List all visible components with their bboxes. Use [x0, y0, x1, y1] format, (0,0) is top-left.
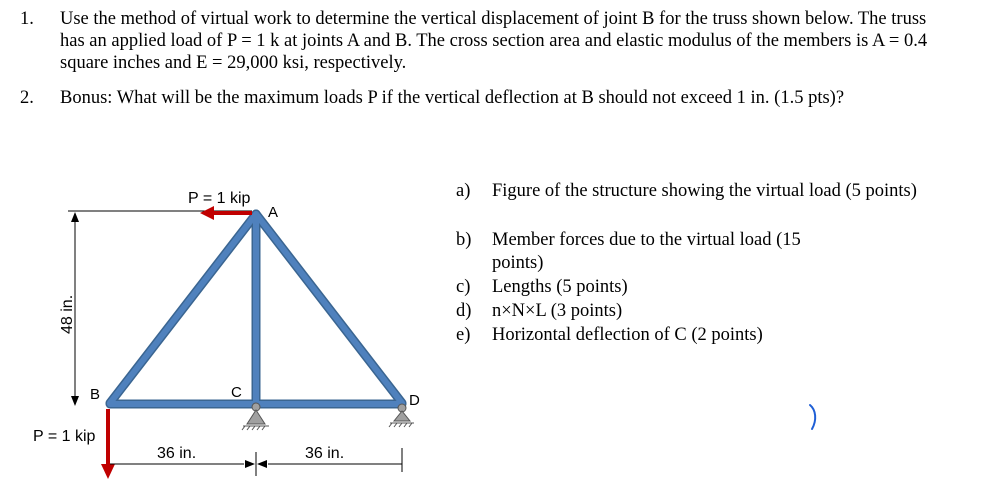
member-ab-fill — [110, 214, 256, 403]
part-label: d) — [456, 301, 472, 321]
joint-label-d: D — [409, 392, 420, 409]
part-text: Lengths (5 points) — [492, 277, 628, 297]
joint-label-a: A — [268, 204, 279, 221]
question-number: 2. — [20, 88, 34, 108]
joint-label-b: B — [90, 386, 101, 403]
dimension-arrow-up — [71, 212, 79, 222]
pen-mark — [804, 402, 824, 437]
load-label-bottom: P = 1 kip — [33, 428, 96, 445]
dimension-arrow-down — [71, 396, 79, 406]
part-text: Figure of the structure showing the virtual load (5 points) — [492, 181, 917, 201]
height-label: 48 in. — [59, 294, 76, 334]
part-text: Horizontal deflection of C (2 points) — [492, 325, 763, 345]
part-text: Member forces due to the virtual load (15 points) — [492, 230, 801, 273]
part-label: c) — [456, 277, 471, 297]
load-arrow-b — [101, 409, 115, 479]
part-label: b) — [456, 230, 472, 250]
dim-label-right: 36 in. — [305, 445, 345, 462]
joint-label-c: C — [231, 384, 242, 401]
member-ad-fill — [256, 214, 402, 403]
load-arrow-a — [200, 206, 252, 220]
dim-label-left: 36 in. — [157, 445, 197, 462]
load-label-top: P = 1 kip — [188, 190, 251, 207]
question-text: Use the method of virtual work to determine the vertical displacement of joint B for the truss shown below. The truss has an applied load of P = 1 k at joints A and B. The cross section area and elastic modulus of the members is A = 0.4 square inches and E = 29,000 ksi, respectively. — [60, 9, 928, 73]
question-number: 1. — [20, 9, 34, 29]
pen-stroke — [810, 405, 815, 429]
dim-arrow-right — [257, 460, 267, 468]
question-text: Bonus: What will be the maximum loads P if the vertical deflection at B should not exceed 1 in. (1.5 pts)? — [60, 88, 845, 108]
part-label: e) — [456, 325, 471, 345]
bottom-dimension — [110, 448, 402, 476]
dim-arrow-left — [245, 460, 255, 468]
part-text: n×N×L (3 points) — [492, 301, 623, 321]
part-label: a) — [456, 181, 471, 201]
